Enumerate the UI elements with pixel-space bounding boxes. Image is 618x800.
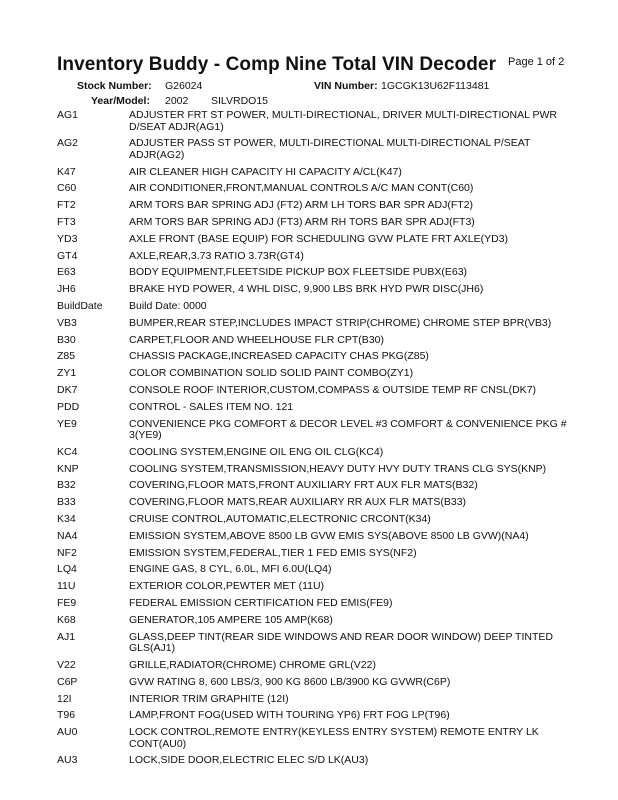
- option-code: AJ1: [57, 630, 76, 643]
- option-code: AG1: [57, 109, 79, 121]
- option-description: COVERING,FLOOR MATS,FRONT AUXILIARY FRT AUX FLR MATS(B32): [129, 479, 478, 492]
- option-code: T96: [57, 709, 76, 722]
- option-code: 12I: [57, 692, 72, 705]
- list-item: [57, 368, 567, 380]
- list-item: [57, 318, 567, 330]
- option-description: BRAKE HYD POWER, 4 WHL DISC, 9,900 LBS BRK HYD PWR DISC(JH6): [129, 283, 484, 296]
- list-item: [57, 548, 567, 560]
- list-item: [57, 167, 567, 179]
- option-description: AIR CONDITIONER,FRONT,MANUAL CONTROLS A/C MAN CONT(C60): [129, 182, 474, 195]
- page-number: Page 1 of 2: [508, 56, 565, 68]
- option-description: EMISSION SYSTEM,FEDERAL,TIER 1 FED EMIS SYS(NF2): [129, 546, 417, 559]
- option-code: FT2: [57, 199, 76, 212]
- option-description: CHASSIS PACKAGE,INCREASED CAPACITY CHAS PKG(Z85): [129, 350, 429, 363]
- option-code: C6P: [57, 675, 78, 688]
- option-description: GRILLE,RADIATOR(CHROME) CHROME GRL(V22): [129, 658, 376, 671]
- option-description: CONVENIENCE PKG COMFORT & DECOR LEVEL #3 COMFORT & CONVENIENCE PKG # 3(YE9): [129, 417, 567, 442]
- list-item: [57, 183, 567, 195]
- option-description: AXLE,REAR,3.73 RATIO 3.73R(GT4): [129, 249, 304, 262]
- option-description: LAMP,FRONT FOG(USED WITH TOURING YP6) FRT FOG LP(T96): [129, 709, 450, 722]
- option-description: ARM TORS BAR SPRING ADJ (FT2) ARM LH TORS BAR SPR ADJ(FT2): [129, 199, 474, 212]
- option-description: ADJUSTER FRT ST POWER, MULTI-DIRECTIONAL, DRIVER MULTI-DIRECTIONAL PWR D/SEAT ADJR(AG1): [129, 109, 558, 133]
- option-code-list: [57, 110, 567, 772]
- option-code: K47: [57, 165, 76, 178]
- option-description: COOLING SYSTEM,TRANSMISSION,HEAVY DUTY HVY DUTY TRANS CLG SYS(KNP): [129, 462, 547, 475]
- option-code: E63: [57, 266, 76, 279]
- option-code: K68: [57, 613, 76, 626]
- stock-number-label: Stock Number:: [77, 80, 152, 92]
- option-description: EXTERIOR COLOR,PEWTER MET (11U): [129, 580, 325, 593]
- list-item: [57, 598, 567, 610]
- list-item: [57, 660, 567, 672]
- option-description: ARM TORS BAR SPRING ADJ (FT3) ARM RH TORS BAR SPR ADJ(FT3): [129, 215, 475, 228]
- option-description: COOLING SYSTEM,ENGINE OIL ENG OIL CLG(KC4): [129, 445, 384, 458]
- model-value: SILVRDO15: [211, 95, 268, 107]
- list-item: [57, 217, 567, 229]
- option-code: DK7: [57, 383, 78, 396]
- option-description: INTERIOR TRIM GRAPHITE (12I): [129, 692, 289, 705]
- page-title: Inventory Buddy - Comp Nine Total VIN Decoder: [57, 54, 497, 75]
- list-item: [57, 632, 567, 655]
- option-description: FEDERAL EMISSION CERTIFICATION FED EMIS(FE9): [129, 597, 393, 610]
- option-description: CRUISE CONTROL,AUTOMATIC,ELECTRONIC CRCONT(K34): [129, 513, 431, 526]
- option-code: B32: [57, 479, 76, 492]
- option-description: CARPET,FLOOR AND WHEELHOUSE FLR CPT(B30): [129, 333, 384, 346]
- list-item: [57, 727, 567, 750]
- option-code: VB3: [57, 316, 77, 329]
- option-code: AG2: [57, 137, 79, 150]
- option-description: AXLE FRONT (BASE EQUIP) FOR SCHEDULING GVW PLATE FRT AXLE(YD3): [129, 232, 509, 245]
- year-value: 2002: [165, 95, 189, 107]
- list-item: [57, 234, 567, 246]
- option-code: Z85: [57, 350, 76, 363]
- option-code: GT4: [57, 249, 78, 262]
- stock-number-value: G26024: [165, 80, 203, 92]
- option-code: 11U: [57, 580, 76, 593]
- option-code: ZY1: [57, 367, 77, 380]
- option-code: YE9: [57, 417, 77, 430]
- list-item: [57, 301, 567, 313]
- option-code: FT3: [57, 215, 76, 228]
- option-description: ADJUSTER PASS ST POWER, MULTI-DIRECTIONAL MULTI-DIRECTIONAL P/SEAT ADJR(AG2): [129, 137, 531, 161]
- option-description: BODY EQUIPMENT,FLEETSIDE PICKUP BOX FLEETSIDE PUBX(E63): [129, 266, 468, 279]
- list-item: [57, 447, 567, 459]
- option-code: C60: [57, 182, 77, 195]
- list-item: [57, 480, 567, 492]
- option-description: CONTROL - SALES ITEM NO. 121: [129, 400, 294, 413]
- list-item: [57, 514, 567, 526]
- list-item: [57, 755, 567, 767]
- option-code: YD3: [57, 232, 78, 245]
- option-code: B33: [57, 496, 76, 509]
- list-item: [57, 200, 567, 212]
- list-item: [57, 351, 567, 363]
- option-description: AIR CLEANER HIGH CAPACITY HI CAPACITY A/CL(K47): [129, 165, 402, 178]
- option-code: PDD: [57, 400, 80, 413]
- option-description: COLOR COMBINATION SOLID SOLID PAINT COMBO(ZY1): [129, 367, 414, 380]
- option-description: COVERING,FLOOR MATS,REAR AUXILIARY RR AUX FLR MATS(B33): [129, 496, 467, 509]
- option-description: ENGINE GAS, 8 CYL, 6.0L, MFI 6.0U(LQ4): [129, 563, 332, 576]
- option-description: GLASS,DEEP TINT(REAR SIDE WINDOWS AND REAR DOOR WINDOW) DEEP TINTED GLS(AJ1): [129, 630, 553, 655]
- list-item: [57, 138, 567, 161]
- list-item: [57, 497, 567, 509]
- option-code: V22: [57, 658, 76, 671]
- option-description: BUMPER,REAR STEP,INCLUDES IMPACT STRIP(CHROME) CHROME STEP BPR(VB3): [129, 316, 552, 329]
- option-description: LOCK CONTROL,REMOTE ENTRY(KEYLESS ENTRY SYSTEM) REMOTE ENTRY LK CONT(AU0): [129, 726, 539, 750]
- list-item: [57, 402, 567, 414]
- list-item: [57, 335, 567, 347]
- option-code: JH6: [57, 283, 76, 296]
- option-description: GVW RATING 8, 600 LBS/3, 900 KG 8600 LB/3900 KG GVWR(C6P): [129, 675, 451, 688]
- option-code: AU0: [57, 726, 78, 739]
- option-description: CONSOLE ROOF INTERIOR,CUSTOM,COMPASS & OUTSIDE TEMP RF CNSL(DK7): [129, 383, 537, 396]
- vin-number-value: 1GCGK13U62F113481: [381, 80, 490, 92]
- list-item: [57, 251, 567, 263]
- list-item: [57, 531, 567, 543]
- list-item: [57, 419, 567, 442]
- option-description: EMISSION SYSTEM,ABOVE 8500 LB GVW EMIS SYS(ABOVE 8500 LB GVW)(NA4): [129, 529, 529, 542]
- list-item: [57, 710, 567, 722]
- option-description: GENERATOR,105 AMPERE 105 AMP(K68): [129, 613, 333, 626]
- list-item: [57, 564, 567, 576]
- vin-number-label: VIN Number:: [314, 80, 378, 92]
- list-item: [57, 694, 567, 706]
- option-code: FE9: [57, 597, 77, 610]
- list-item: [57, 385, 567, 397]
- option-code: K34: [57, 513, 76, 526]
- year-model-label: Year/Model:: [91, 95, 150, 107]
- list-item: [57, 615, 567, 627]
- option-code: KNP: [57, 462, 79, 475]
- option-code: LQ4: [57, 563, 77, 576]
- option-description: LOCK,SIDE DOOR,ELECTRIC ELEC S/D LK(AU3): [129, 754, 369, 767]
- option-code: BuildDate: [57, 299, 103, 312]
- option-description: Build Date: 0000: [129, 299, 207, 312]
- option-code: B30: [57, 333, 76, 346]
- option-code: NA4: [57, 529, 78, 542]
- list-item: [57, 267, 567, 279]
- list-item: [57, 677, 567, 689]
- list-item: [57, 464, 567, 476]
- list-item: [57, 110, 567, 133]
- option-code: NF2: [57, 546, 77, 559]
- list-item: [57, 581, 567, 593]
- list-item: [57, 284, 567, 296]
- option-code: KC4: [57, 445, 78, 458]
- option-code: AU3: [57, 754, 78, 767]
